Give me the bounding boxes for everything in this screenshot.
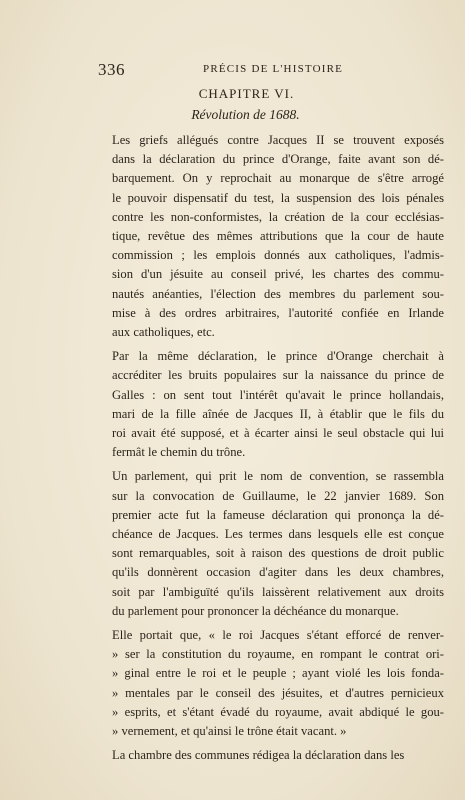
text-line: du parlement pour prononcer la déchéance du monarque.	[112, 603, 399, 618]
text-line: aux catholiques, etc.	[112, 325, 215, 340]
text-line: Les griefs allégués contre Jacques II se trouvent exposés	[112, 133, 444, 147]
text-line: » esprits, et s'étant évadé du royaume, avait abdiqué le gou-	[112, 704, 444, 719]
text-line: sur la convocation de Guillaume, le 22 janvier 1689. Son	[112, 488, 444, 503]
text-line: premier acte fut la fameuse déclaration qui prononça la dé-	[112, 507, 444, 522]
paragraph-5	[112, 746, 444, 765]
chapter-title: CHAPITRE VI.	[198, 86, 295, 101]
text-line: accréditer les bruits populaires sur la naissance du prince de	[112, 368, 444, 383]
text-line: roi avait été supposé, et à écarter ainsi le seul obstacle qui lui	[112, 426, 444, 441]
text-line: Un parlement, qui prit le nom de convention, se rassembla	[112, 469, 444, 484]
text-line: La chambre des communes rédigea la déclaration dans les	[112, 748, 405, 763]
page-number: 336	[98, 60, 125, 79]
paragraph-2	[112, 347, 444, 462]
text-line: Par la même déclaration, le prince d'Orange cherchait à	[112, 349, 444, 364]
text-line: tique, revêtue des mêmes attributions que la cour de haute	[112, 229, 444, 244]
chapter-subtitle: Révolution de 1688.	[191, 107, 300, 122]
body-text	[112, 131, 444, 771]
text-line: nautés anéanties, l'élection des membres du parlement sou-	[112, 286, 444, 301]
text-line: soit par l'ambiguïté qu'ils laissèrent relativement aux droits	[112, 584, 444, 599]
text-line: » vernement, et qu'ainsi le trône était vacant. »	[112, 724, 347, 739]
paragraph-1	[112, 131, 444, 342]
text-line: chéance de Jacques. Les termes dans lesquels elle est conçue	[112, 527, 444, 542]
text-line: » mentales par le conseil des jésuites, et d'autres pernicieux	[112, 685, 444, 700]
text-line: sont remarquables, soit à raison des questions de droit public	[112, 546, 444, 561]
text-line: mari de la fille aînée de Jacques II, à établir que le fils du	[112, 406, 444, 421]
page-header	[98, 60, 425, 80]
paragraph-4	[112, 626, 444, 741]
running-head: PRÉCIS DE L'HISTOIRE	[203, 63, 344, 75]
text-line: Galles : on sent tout l'intérêt qu'avait le prince hollandais,	[112, 387, 444, 402]
text-line: sion d'un jésuite au conseil privé, les chartes des commu-	[112, 267, 444, 282]
text-line: » ginal entre le roi et le peuple ; ayant violé les lois fonda-	[112, 666, 444, 681]
text-line: » ser la constitution du royaume, en rompant le contrat ori-	[112, 647, 444, 662]
text-line: contre les non-conformistes, la création de la cour ecclésias-	[112, 209, 444, 224]
text-line: mise à des ordres arbitraires, l'autorité confiée en Irlande	[112, 305, 444, 320]
text-line: barquement. On y reprochait au monarque de s'être arrogé	[112, 171, 444, 186]
paragraph-3	[112, 467, 444, 621]
text-line: fermât le chemin du trône.	[112, 445, 246, 460]
text-line: commission ; les emplois donnés aux catholiques, l'admis-	[112, 248, 444, 263]
text-line: le pouvoir dispensatif du test, la suspension des lois pénales	[112, 190, 444, 205]
text-line: Elle portait que, « le roi Jacques s'étant efforcé de renver-	[112, 628, 444, 643]
text-line: dans la déclaration du prince d'Orange, faite avant son dé-	[112, 152, 444, 167]
text-line: qu'ils donnèrent occasion d'agiter dans les deux chambres,	[112, 565, 444, 580]
